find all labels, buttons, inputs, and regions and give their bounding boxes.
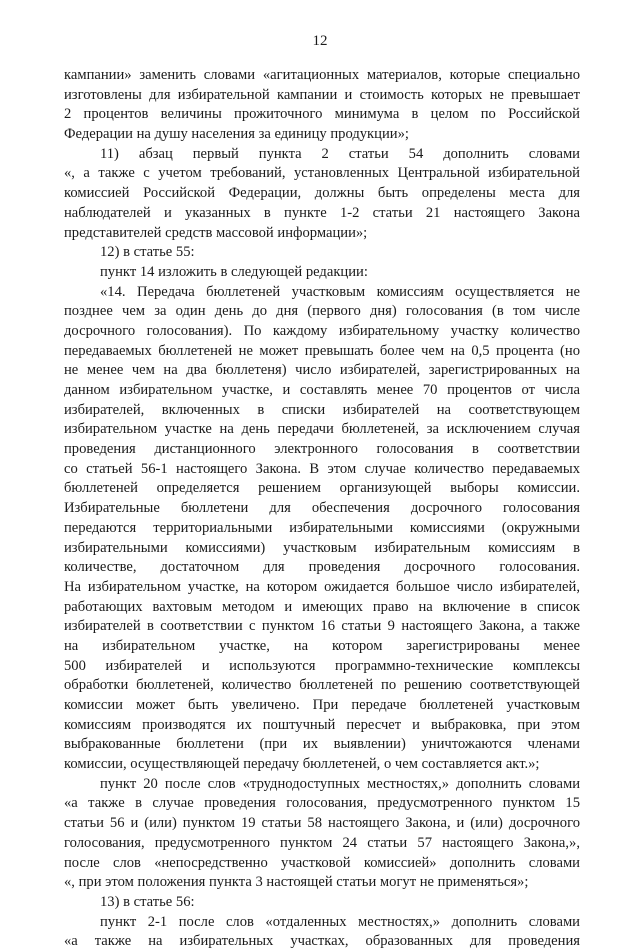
text-line: Избирательные бюллетени для обеспечения досрочного голосования — [64, 500, 580, 517]
text-line: изготовлены для избирательной кампании и стоимость которых не превышает — [64, 86, 580, 103]
text-line: пункт 2-1 после слов «отдаленных местностях,» дополнить словами — [100, 913, 580, 930]
text-line: комиссиям производятся их поштучный пересчет и выбраковка, при этом — [64, 716, 580, 733]
text-line: 500 избирателей и используются программно-технические комплексы — [64, 657, 580, 674]
text-line: кампании» заменить словами «агитационных материалов, которые специально — [64, 67, 580, 83]
text-line: количестве, достаточном для проведения досрочного голосования. — [64, 559, 580, 576]
text-line: комиссией Российской Федерации, должны быть определены места для — [64, 185, 580, 202]
text-line: проведения дистанционного электронного голосования в соответствии — [64, 441, 580, 458]
text-line: На избирательном участке, на котором ожидается большое число избирателей, — [64, 578, 580, 595]
text-line: не менее чем на два бюллетеня) число избирателей, зарегистрированных на — [64, 362, 580, 379]
text-line: «14. Передача бюллетеней участковым комиссиям осуществляется не — [100, 283, 580, 300]
text-line: 2 процентов величины прожиточного минимума в целом по Российской — [64, 106, 580, 123]
text-line: данном избирательном участке, и составлять менее 70 процентов от числа — [64, 382, 580, 398]
text-line: «, а также с учетом требований, установленных Центральной избирательной — [64, 165, 580, 182]
text-line: со статьей 56-1 настоящего Закона. В этом случае количество передаваемых — [64, 460, 580, 477]
text-line: позднее чем за один день до дня (первого дня) голосования (в том числе — [64, 303, 580, 320]
text-line: избирательными комиссиями) участковым избирательным комиссиям в — [64, 539, 580, 556]
text-line: работающих вахтовым методом и имеющих право на включение в список — [64, 598, 580, 615]
page-number: 12 — [312, 33, 328, 49]
text-line: бюллетеней определяется решением организующей выборы комиссии. — [64, 480, 580, 497]
text-line: обработки бюллетеней, количество бюллетеней по решению соответствующей — [64, 677, 580, 694]
text-line: «а также в случае проведения голосования, предусмотренного пунктом 15 — [64, 795, 580, 812]
text-line: голосования, предусмотренного пунктом 24 статьи 57 настоящего Закона,», — [64, 834, 580, 851]
text-line: 12) в статье 55: — [100, 244, 195, 261]
text-line: передаются территориальными избирательными комиссиями (окружными — [64, 519, 580, 536]
text-line: пункт 14 изложить в следующей редакции: — [100, 263, 368, 280]
text-line: Федерации на душу населения за единицу продукции»; — [64, 126, 409, 143]
text-line: избирательном участке на день передачи бюллетеней, за исключением случая — [64, 421, 580, 438]
text-line: наблюдателей и указанных в пункте 1-2 статьи 21 настоящего Закона — [64, 204, 580, 221]
text-line: «, при этом положения пункта 3 настоящей статьи могут не применяться»; — [64, 874, 529, 891]
text-line: представителей средств массовой информации»; — [64, 224, 368, 241]
text-line: на избирательном участке, на котором зарегистрированы менее — [64, 637, 580, 654]
text-line: комиссии может быть увеличено. При передаче бюллетеней участковым — [64, 697, 580, 713]
text-line: пункт 20 после слов «труднодоступных местностях,» дополнить словами — [100, 775, 580, 792]
text-line: после слов «непосредственно участковой комиссией» дополнить словами — [64, 854, 580, 871]
text-line: выбракованные бюллетени (при их выявлении) уничтожаются членами — [64, 736, 580, 753]
text-line: комиссии, осуществляющей передачу бюллетеней, о чем составляется акт.»; — [64, 756, 540, 773]
text-line: избирателей, включенных в списки избирателей на соответствующем — [64, 401, 580, 418]
document-body — [64, 66, 580, 952]
text-line: передаваемых бюллетеней не может превышать более чем на 0,5 процента (но — [64, 342, 580, 359]
text-line: «а также на избирательных участках, образованных для проведения — [64, 933, 580, 950]
text-line: избирателей в соответствии с пунктом 16 статьи 9 настоящего Закона, а также — [64, 618, 580, 635]
text-line: 13) в статье 56: — [100, 893, 195, 910]
text-line: 11) абзац первый пункта 2 статьи 54 дополнить словами — [100, 145, 580, 162]
text-line: досрочного голосования). По каждому избирательному участку количество — [64, 322, 580, 339]
text-line: статьи 56 и (или) пунктом 19 статьи 58 настоящего Закона, и (или) досрочного — [64, 815, 580, 832]
